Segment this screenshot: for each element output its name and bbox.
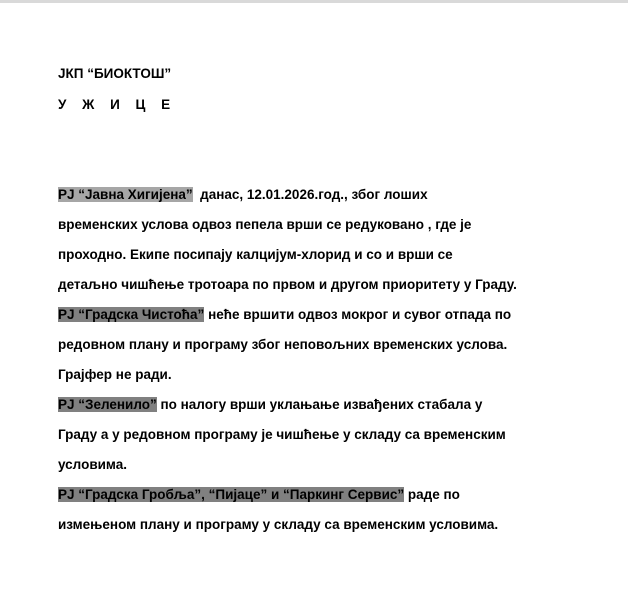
unit-highlight-javna-higijena: РЈ “Јавна Хигијена” [58,187,193,202]
page-top-border [0,0,628,3]
section-gradska-cistoca-line-1: РЈ “Градска Чистоћа” неће вршити одвоз мокрог и сувог отпада по [58,307,512,322]
section-zelenilo-line-2: Граду а у редовном програму је чишћење у складу са временским [58,427,506,442]
unit-highlight-zelenilo: РЈ “Зеленило” [58,397,157,412]
section-gradska-cistoca-line-2: редовном плану и програму због неповољних временских услова. [58,337,508,352]
company-name: ЈКП “БИОКТОШ” [58,66,172,81]
city-name: У Ж И Ц Е [58,97,177,112]
section-zelenilo-line-3: условима. [58,457,127,472]
section-gradska-cistoca-line-3: Грајфер не ради. [58,367,172,382]
section-groblja-pijace-parking-line-2: измењеном плану и програму у складу са временским условима. [58,517,499,532]
unit-highlight-groblja-pijace-parking: РЈ “Градска Гробља”, “Пијаце” и “Паркинг Сервис” [58,487,405,502]
section-javna-higijena-line-4: детаљно чишћење тротоара по првом и другом приоритету у Граду. [58,277,517,292]
section-javna-higijena-line-2: временских услова одвоз пепела врши се редуковано , где је [58,217,472,232]
section-zelenilo-line-1: РЈ “Зеленило” по налогу врши уклањање извађених стабала у [58,397,483,412]
unit-highlight-gradska-cistoca: РЈ “Градска Чистоћа” [58,307,205,322]
section-groblja-pijace-parking-line-1: РЈ “Градска Гробља”, “Пијаце” и “Паркинг Сервис” раде по [58,487,460,502]
section-javna-higijena-line-3: проходно. Екипе посипају калцијум-хлорид и со и врши се [58,247,453,262]
section-javna-higijena-line-1: РЈ “Јавна Хигијена” данас, 12.01.2026.год., због лоших [58,187,428,202]
